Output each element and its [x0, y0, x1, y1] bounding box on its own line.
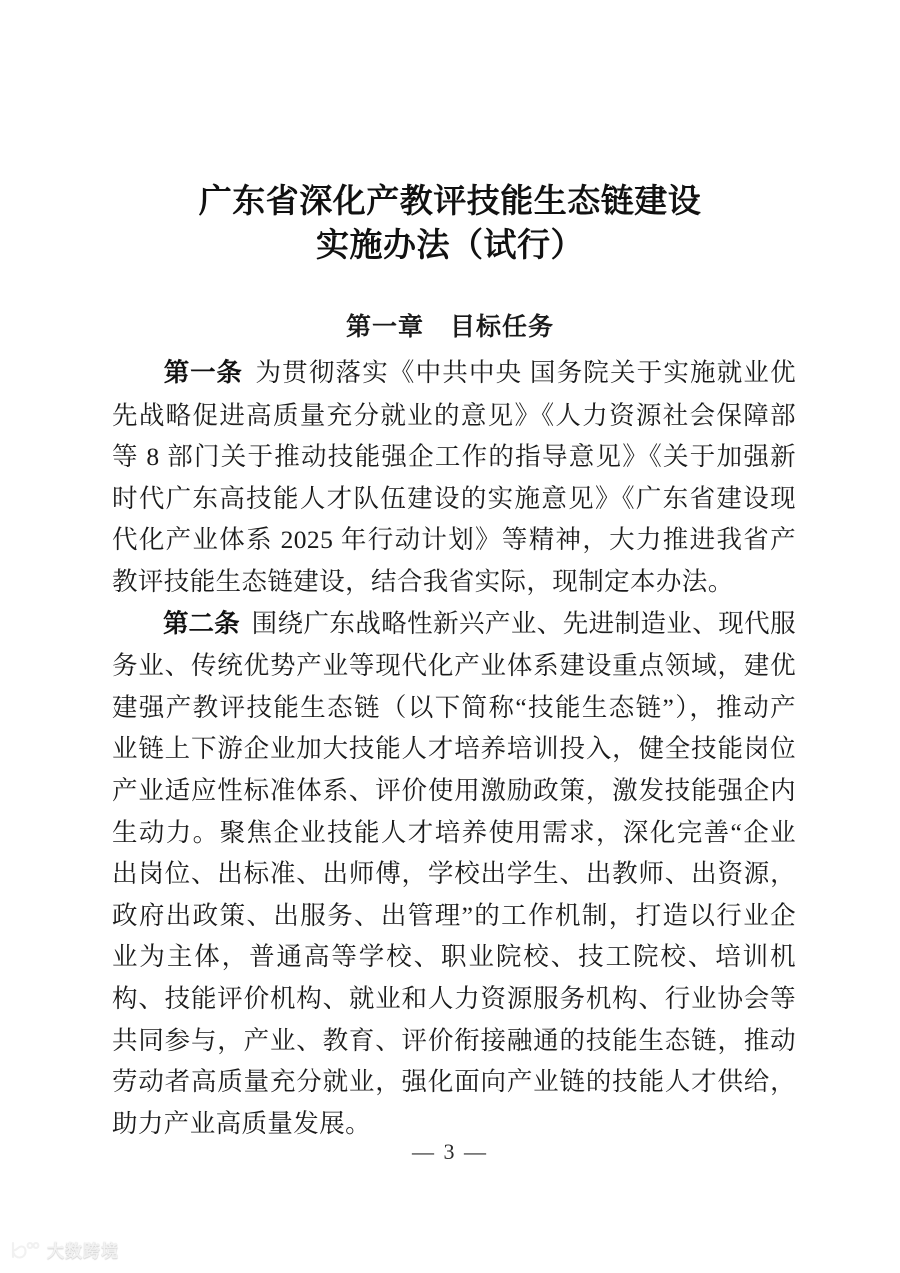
- watermark-label: 大数跨境: [47, 1242, 119, 1261]
- watermark: [10, 1237, 119, 1262]
- article-1: [112, 352, 796, 603]
- body-text-column: [112, 352, 796, 1144]
- article-2: [112, 603, 796, 1145]
- article-2-text: 围绕广东战略性新兴产业、先进制造业、现代服务业、传统优势产业等现代化产业体系建设重点领域，建优建强产教评技能生态链（以下简称“技能生态链”），推动产业链上下游企业加大技能人才培养培训投入，健全技能岗位产业适应性标准体系、评价使用激励政策，激发技能强企内生动力。聚焦企业技能人才培养使用需求，深化完善“企业出岗位、出标准、出师傅，学校出学生、出教师、出资源，政府出政策、出服务、出管理”的工作机制，打造以行业企业为主体，普通高等学校、职业院校、技工院校、培训机构、技能评价机构、就业和人力资源服务机构、行业协会等共同参与，产业、教育、评价衔接融通的技能生态链，推动劳动者高质量充分就业，强化面向产业链的技能人才供给，助力产业高质量发展。: [112, 608, 796, 1138]
- page-title-line-1: 广东省深化产教评技能生态链建设: [198, 184, 702, 221]
- page-title: [0, 180, 900, 268]
- logo-mark-icon: [10, 1239, 40, 1261]
- chapter-heading: 第一章 目标任务: [345, 312, 554, 341]
- article-2-label: 第二条: [163, 609, 240, 638]
- article-1-label: 第一条: [163, 359, 243, 387]
- article-1-text: 为贯彻落实《中共中央 国务院关于实施就业优先战略促进高质量充分就业的意见》《人力资源社会保障部等 8 部门关于推动技能强企工作的指导意见》《关于加强新时代广东高技能人才队伍建设的实施意见》《广东省建设现代化产业体系 2025 年行动计划》等精神，大力推进我省产教评技能生态链建设，结合我省实际，现制定本办法。: [112, 358, 796, 596]
- page-title-line-2: 实施办法（试行）: [316, 228, 584, 265]
- page-number: — 3 —: [412, 1139, 488, 1164]
